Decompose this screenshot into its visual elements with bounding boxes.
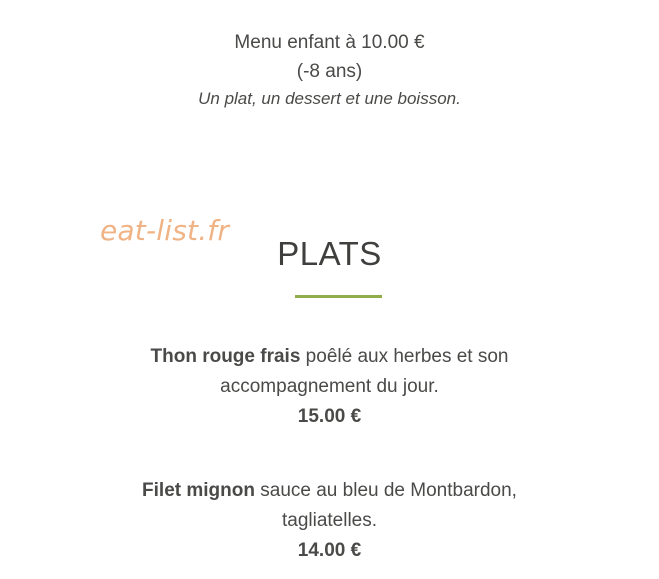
dish-line-1 (0, 342, 659, 372)
kids-menu-title: Menu enfant à 10.00 € (234, 32, 425, 53)
dish-price: 15.00 € (297, 406, 362, 427)
dish-description: sauce au bleu de Montbardon, (254, 480, 517, 501)
dish-name: Thon rouge frais (150, 346, 301, 367)
dish-description: poêlé aux herbes et son (300, 346, 509, 367)
kids-menu-description: Un plat, un dessert et une boisson. (198, 89, 461, 108)
dish-item (0, 342, 659, 432)
section-divider (295, 295, 382, 298)
dish-description-continued: tagliatelles. (281, 510, 378, 531)
dish-line-1 (0, 476, 659, 506)
dish-price: 14.00 € (297, 540, 362, 561)
watermark: eat-list.fr (100, 214, 230, 247)
kids-menu-age: (-8 ans) (296, 61, 363, 82)
kids-menu (0, 28, 659, 112)
dish-description-continued: accompagnement du jour. (220, 376, 439, 397)
dish-item (0, 476, 659, 566)
section-title: PLATS (277, 235, 382, 272)
dish-name: Filet mignon (142, 480, 255, 501)
